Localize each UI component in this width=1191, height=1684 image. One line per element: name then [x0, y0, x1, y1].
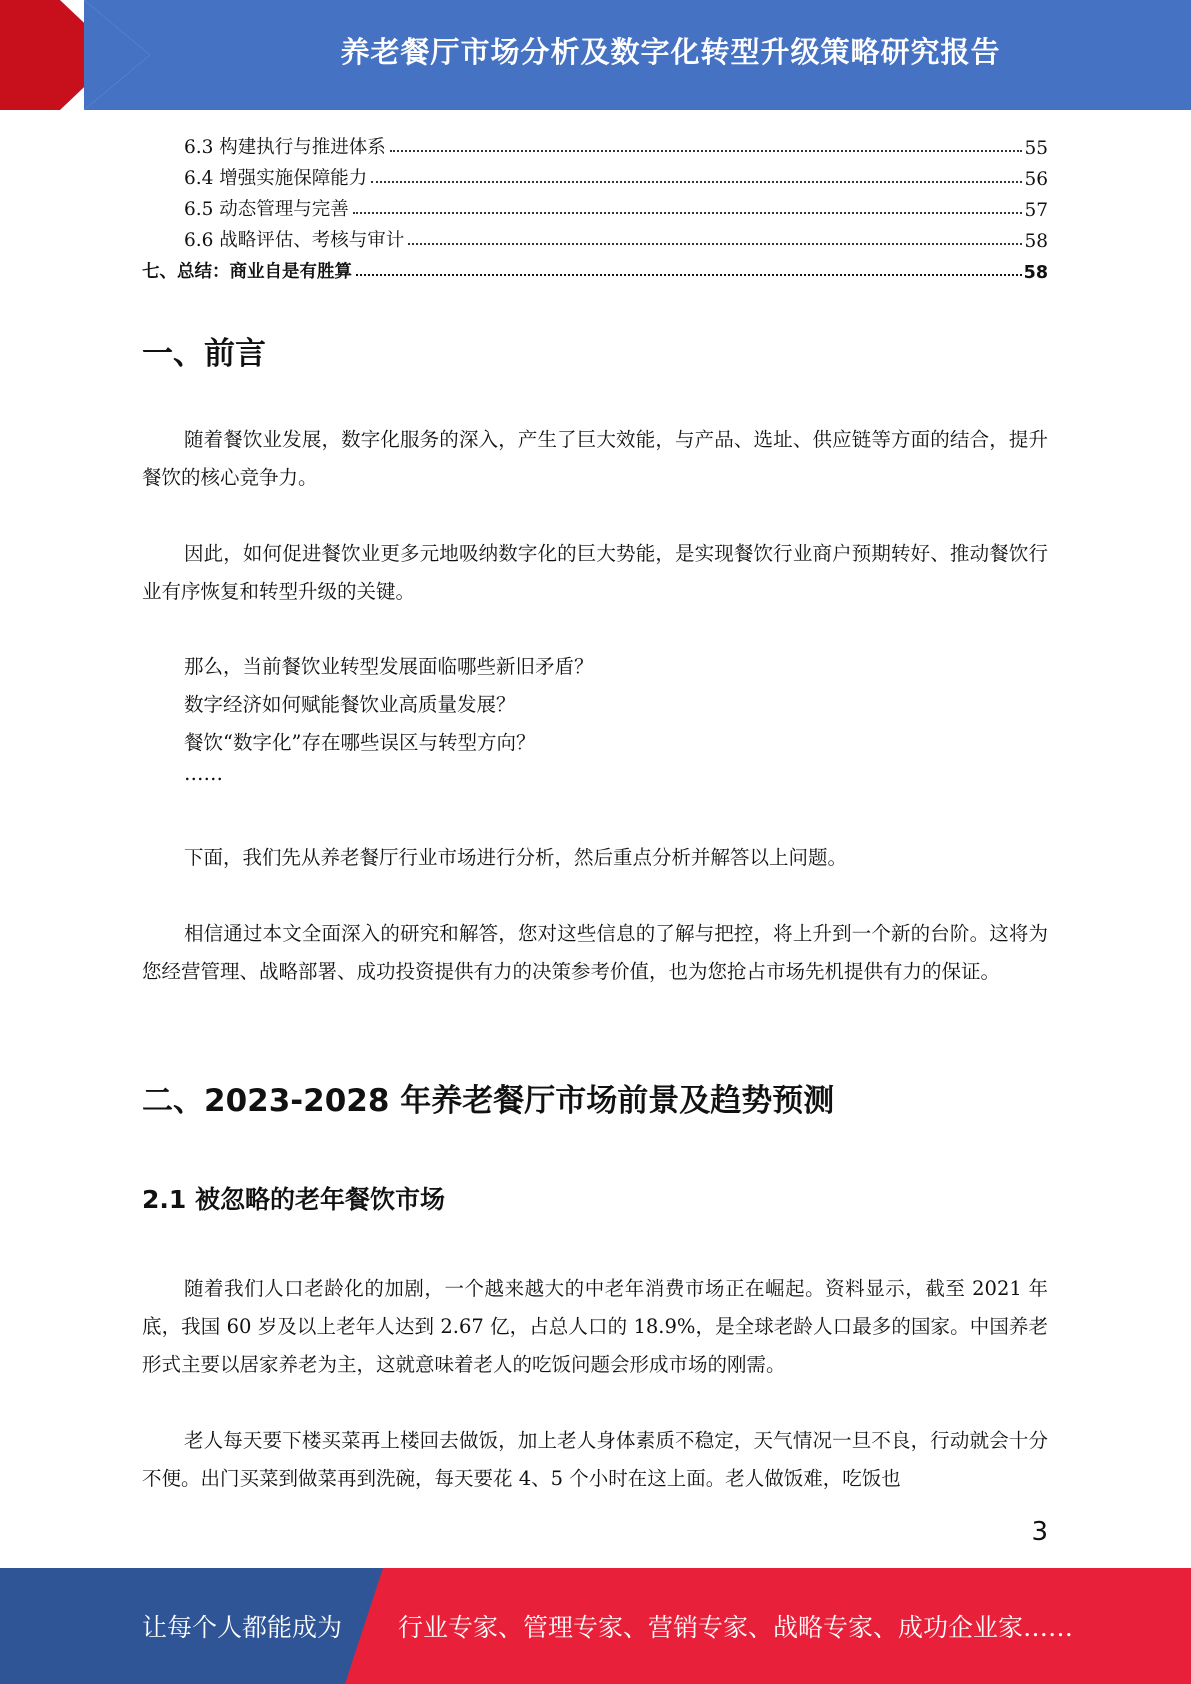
toc-entry[interactable]: [142, 159, 1048, 190]
table-of-contents: [142, 128, 1048, 283]
subsection-heading-wrap: [142, 1180, 1048, 1216]
forecast-body: [142, 1270, 1048, 1384]
paragraph: 相信通过本文全面深入的研究和解答，您对这些信息的了解与把控，将上升到一个新的台阶。这将为您经营管理、战略部署、成功投资提供有力的决策参考价值，也为您抢占市场先机提供有力的保证。: [142, 922, 1048, 983]
paragraph: 下面，我们先从养老餐厅行业市场进行分析，然后重点分析并解答以上问题。: [184, 846, 848, 869]
preface-body: [142, 421, 1048, 497]
toc-leader-dots: [408, 243, 1022, 245]
toc-entry-page: 58: [1024, 231, 1048, 252]
toc-entry-page: 58: [1023, 263, 1048, 283]
question-item: 那么，当前餐饮业转型发展面临哪些新旧矛盾？: [184, 655, 594, 678]
toc-entry-label: 6.3 构建执行与推进体系: [142, 133, 388, 159]
toc-entry-label: 6.5 动态管理与完善: [142, 195, 351, 221]
question-item: 数字经济如何赋能餐饮业高质量发展？: [184, 693, 516, 716]
preface-body-2: [142, 535, 1048, 611]
preface-body-4: [142, 915, 1048, 991]
page-header: [0, 0, 1191, 110]
toc-leader-dots: [353, 212, 1023, 214]
paragraph: 随着我们人口老龄化的加剧，一个越来越大的中老年消费市场正在崛起。资料显示，截至 2021 年底，我国 60 岁及以上老年人达到 2.67 亿，占总人口的 18.9%，是全球老龄人口最多的国家。中国养老形式主要以居家养老为主，这就意味着老人的吃饭问题会形成市场的刚需。: [142, 1277, 1048, 1376]
toc-entry-page: 56: [1024, 169, 1048, 190]
forecast-body-2: [142, 1422, 1048, 1498]
toc-entry[interactable]: [142, 221, 1048, 252]
page-number: 3: [1031, 1517, 1048, 1547]
toc-entry[interactable]: [142, 190, 1048, 221]
section-heading: 二、2023-2028 年养老餐厅市场前景及趋势预测: [142, 1083, 835, 1119]
toc-entry-label: 6.6 战略评估、考核与审计: [142, 226, 406, 252]
page-footer: [0, 1568, 1191, 1684]
toc-entry-label: 七、总结：商业自是有胜算: [142, 258, 354, 283]
footer-slogan-left: 让每个人都能成为: [142, 1613, 343, 1642]
footer-slogan-right: 行业专家、管理专家、营销专家、战略专家、成功企业家……: [398, 1613, 1074, 1642]
question-item: ……: [184, 762, 223, 785]
question-list: [142, 648, 1048, 786]
toc-leader-dots: [371, 181, 1022, 183]
toc-leader-dots: [356, 274, 1022, 276]
section-preface: [142, 328, 1048, 373]
toc-leader-dots: [390, 150, 1023, 152]
preface-body-3: [142, 839, 1048, 877]
section-heading: 一、前言: [142, 336, 266, 372]
paragraph: 老人每天要下楼买菜再上楼回去做饭，加上老人身体素质不稳定，天气情况一旦不良，行动就会十分不便。出门买菜到做菜再到洗碗，每天要花 4、5 个小时在这上面。老人做饭难，吃饭也: [142, 1429, 1048, 1490]
section-forecast: [142, 1075, 1048, 1120]
report-title: 养老餐厅市场分析及数字化转型升级策略研究报告: [340, 34, 1001, 69]
paragraph: 随着餐饮业发展，数字化服务的深入，产生了巨大效能，与产品、选址、供应链等方面的结合，提升餐饮的核心竞争力。: [142, 428, 1048, 489]
toc-entry-page: 57: [1024, 200, 1048, 221]
paragraph: 因此，如何促进餐饮业更多元地吸纳数字化的巨大势能，是实现餐饮行业商户预期转好、推动餐饮行业有序恢复和转型升级的关键。: [142, 542, 1048, 603]
toc-entry-chapter[interactable]: [142, 252, 1048, 283]
toc-entry-label: 6.4 增强实施保障能力: [142, 164, 369, 190]
toc-entry[interactable]: [142, 128, 1048, 159]
subsection-heading: 2.1 被忽略的老年餐饮市场: [142, 1185, 445, 1214]
toc-entry-page: 55: [1024, 138, 1048, 159]
question-item: 餐饮“数字化”存在哪些误区与转型方向？: [184, 731, 536, 754]
